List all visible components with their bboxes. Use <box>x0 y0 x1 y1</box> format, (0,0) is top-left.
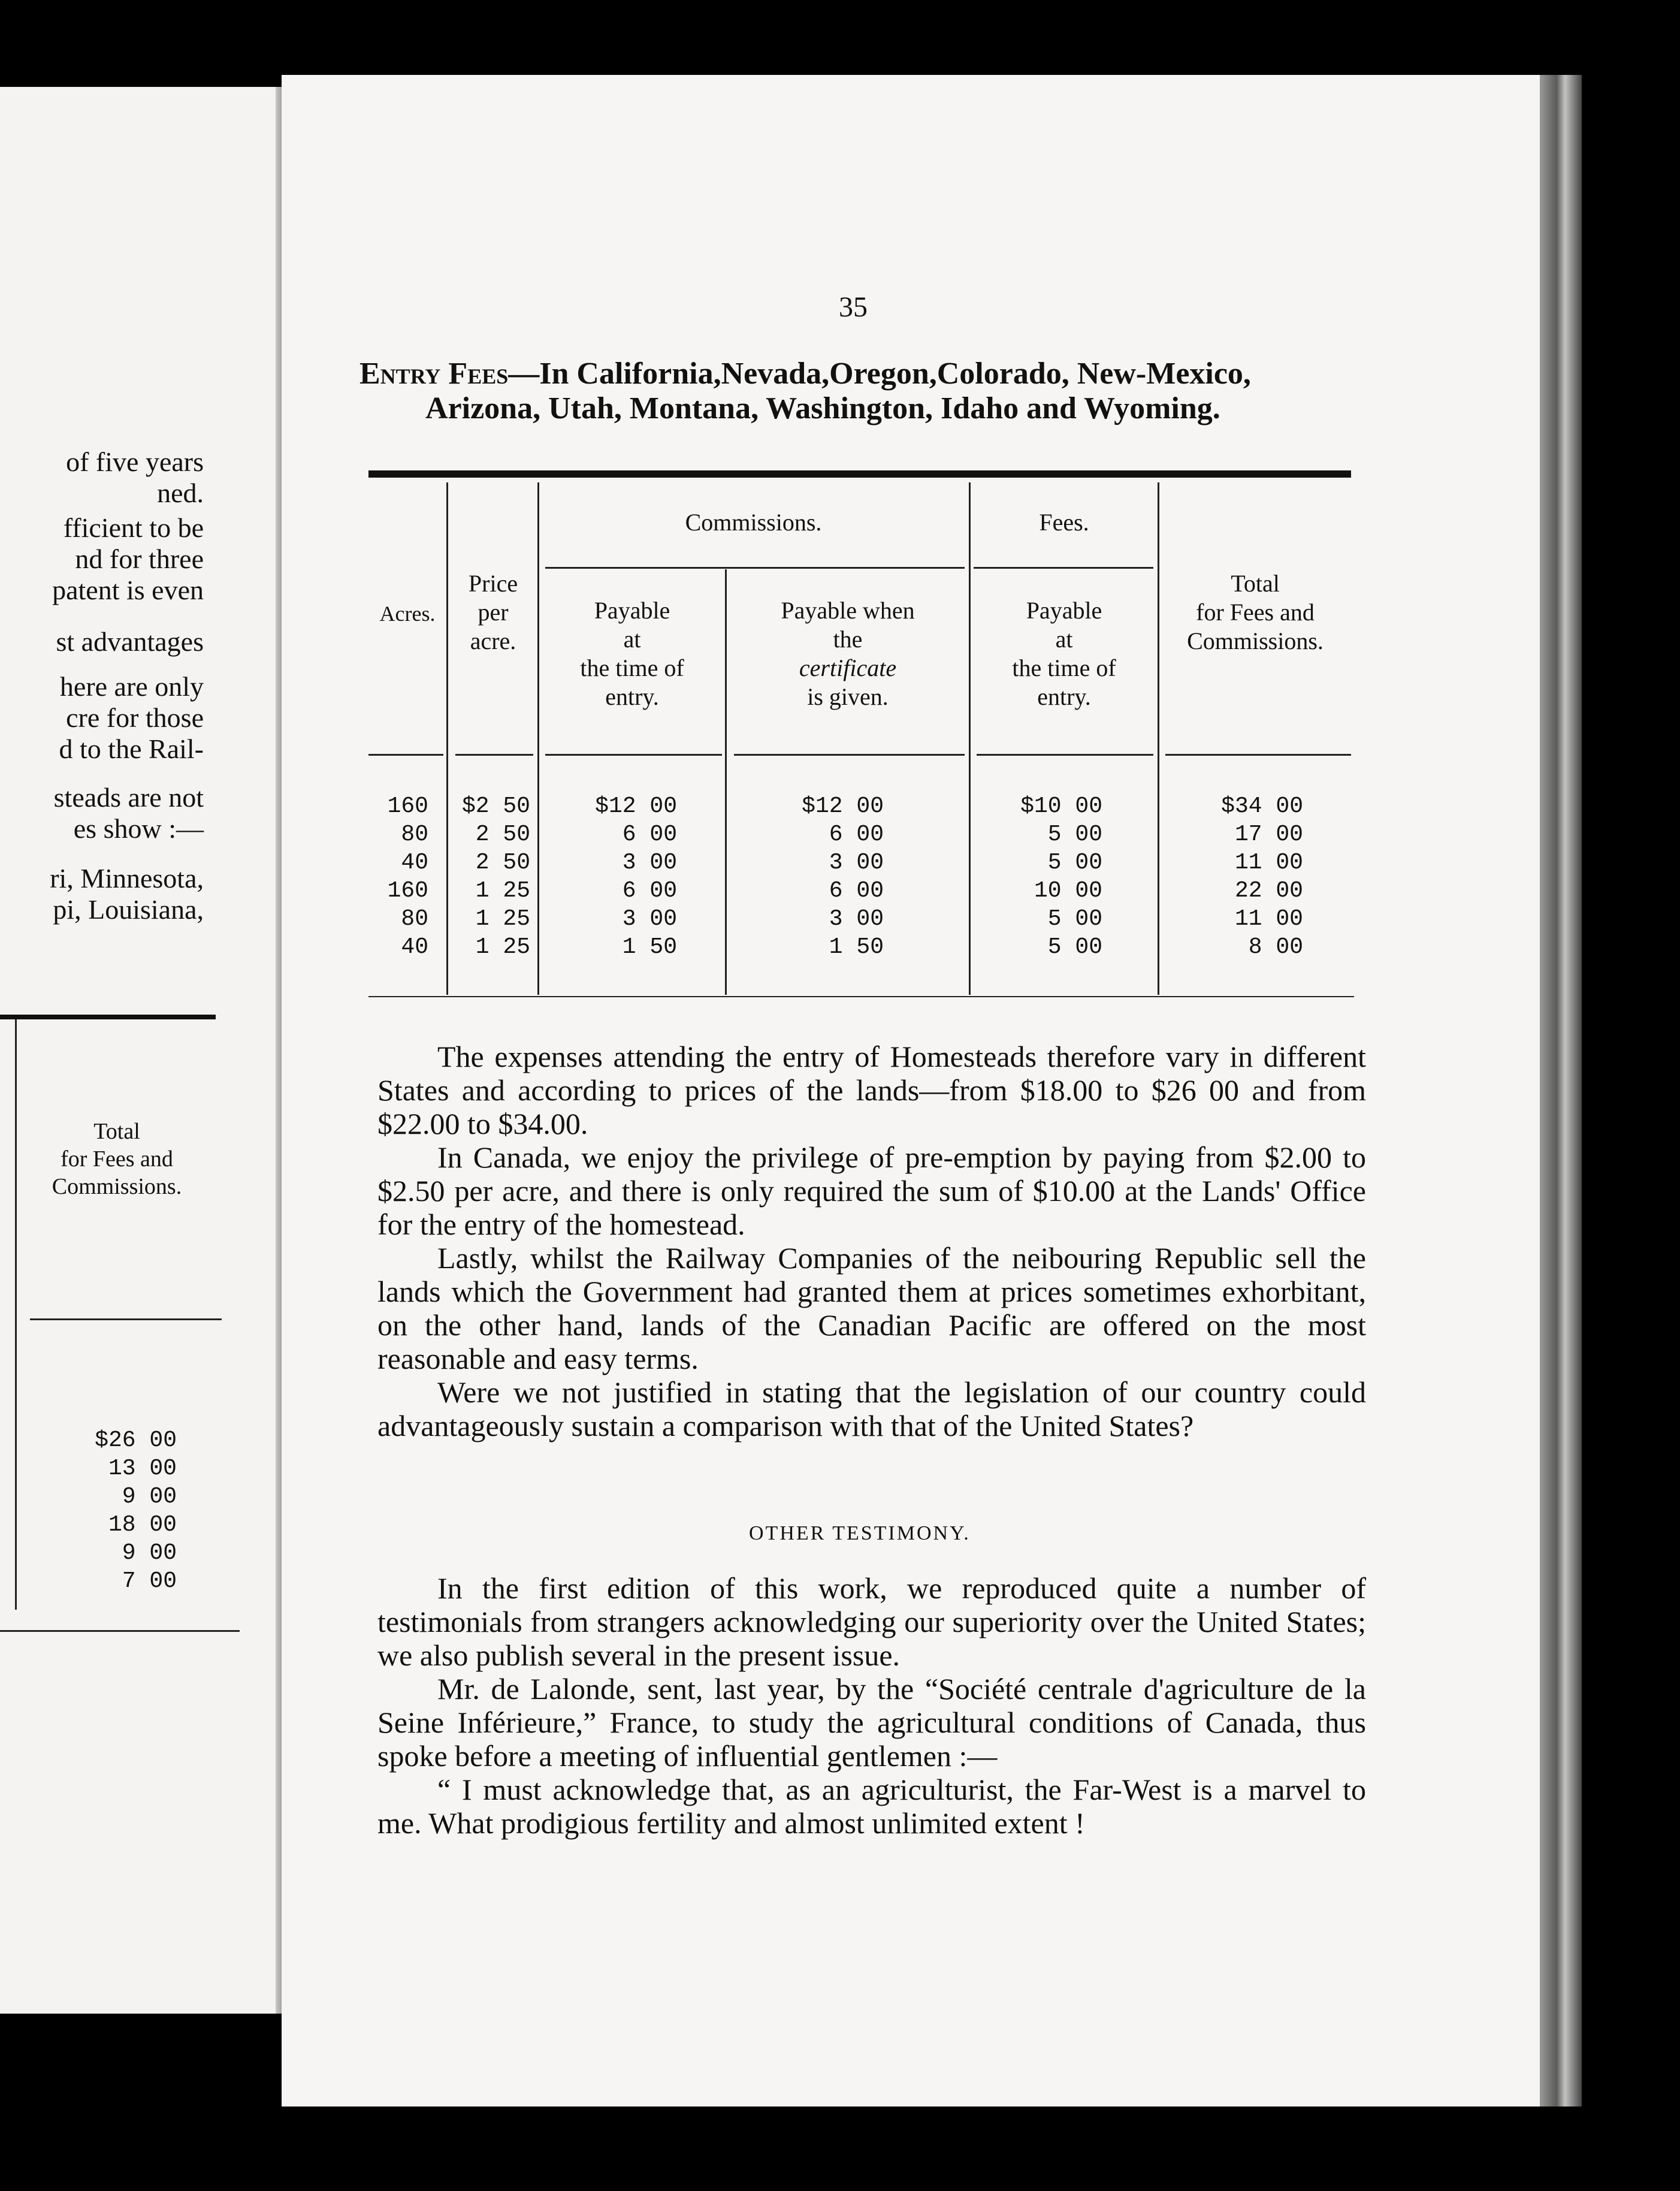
table-cell-comm-entry: 3 00 <box>622 906 677 932</box>
left-page-line: d to the Rail- <box>59 734 204 764</box>
table-cell-acres: 40 <box>401 850 428 876</box>
table-col-rule <box>537 482 539 995</box>
left-total-header: Total for Fees and Commissions. <box>52 1119 182 1199</box>
table-bottom-rule <box>368 996 1354 997</box>
fees-group-rule <box>974 567 1153 569</box>
left-total-cell: 18 00 <box>108 1512 177 1538</box>
table-col-rule <box>1158 482 1159 995</box>
header-bottom-rule <box>734 754 965 756</box>
table-cell-total: 11 00 <box>1234 850 1303 876</box>
table-cell-comm-cert: 6 00 <box>829 822 884 847</box>
table-cell-acres: 80 <box>401 822 428 847</box>
commissions-group-rule <box>545 567 965 569</box>
table-cell-comm-cert: 1 50 <box>829 934 884 960</box>
left-total-cell: $26 00 <box>95 1428 177 1453</box>
paragraph: Mr. de Lalonde, sent, last year, by the “Société centrale d'agriculture de la Seine Inférieure,” France, to study the agricultural conditions of Canada, thus spoke before a meeting of influential gentlemen :— <box>377 1672 1366 1773</box>
paragraph: “ I must acknowledge that, as an agriculturist, the Far-West is a marvel to me. What prodigious fertility and almost unlimited extent ! <box>377 1773 1366 1840</box>
table-cell-comm-entry: 6 00 <box>622 878 677 904</box>
table-cell-comm-entry: 6 00 <box>622 822 677 847</box>
table-cell-acres: 40 <box>401 934 428 960</box>
left-page-line: st advantages <box>56 626 204 657</box>
header-bottom-rule <box>1165 754 1351 756</box>
header-bottom-rule <box>977 754 1153 756</box>
table-cell-fees: 5 00 <box>1047 934 1102 960</box>
table-cell-total: 11 00 <box>1234 906 1303 932</box>
table-cell-total: 8 00 <box>1248 934 1303 960</box>
left-page-line: here are only <box>59 671 204 702</box>
left-table-mid-rule <box>30 1318 222 1320</box>
page-heading <box>359 357 1354 426</box>
left-page-line: fficient to be <box>63 512 204 543</box>
header-total: Total for Fees and Commissions. <box>1187 570 1324 654</box>
page-number: 35 <box>839 291 868 323</box>
left-total-cell: 13 00 <box>108 1456 177 1481</box>
table-cell-comm-cert: 6 00 <box>829 878 884 904</box>
page-edge <box>1540 75 1582 2107</box>
table-cell-comm-cert: 3 00 <box>829 906 884 932</box>
left-page-line: es show :— <box>73 813 204 844</box>
table-cell-price: 1 25 <box>475 906 530 932</box>
table-cell-comm-entry: 1 50 <box>622 934 677 960</box>
left-table-column-rule <box>15 1019 17 1610</box>
table-cell-acres: 160 <box>387 878 428 904</box>
left-totals-column <box>60 1426 177 1595</box>
table-cell-total: 22 00 <box>1234 878 1303 904</box>
left-total-cell: 9 00 <box>122 1484 177 1510</box>
header-commissions: Commissions. <box>685 509 822 536</box>
section-heading: OTHER TESTIMONY. <box>749 1522 971 1544</box>
paragraph: Lastly, whilst the Railway Companies of the neibouring Republic sell the lands which the Government had granted them at prices sometimes exhorbitant, on the other hand, lands of the Canadian Pacific are offered on the most reasonable and easy terms. <box>377 1241 1366 1375</box>
header-commission-certificate: Payable when the certificate is given. <box>781 597 915 710</box>
table-cell-comm-cert: 3 00 <box>829 850 884 876</box>
table-cell-acres: 80 <box>401 906 428 932</box>
table-cell-fees: 5 00 <box>1047 906 1102 932</box>
paragraph: In Canada, we enjoy the privilege of pre-emption by paying from $2.00 to $2.50 per acre, and there is only required the sum of $10.00 at the Lands' Office for the entry of the homestead. <box>377 1140 1366 1241</box>
left-page-line: pi, Louisiana, <box>53 894 204 925</box>
table-cell-price: 2 50 <box>475 850 530 876</box>
table-cell-acres: 160 <box>387 793 428 819</box>
heading-line-2: Arizona, Utah, Montana, Washington, Idaho and Wyoming. <box>425 391 1220 425</box>
left-page-line: cre for those <box>66 702 204 733</box>
left-page-line: patent is even <box>52 575 204 605</box>
header-bottom-rule <box>545 754 722 756</box>
header-acres: Acres. <box>379 602 436 626</box>
paragraph: In the first edition of this work, we reproduced quite a number of testimonials from strangers acknowledging our superiority over the United States; we also publish several in the present issue. <box>377 1571 1366 1672</box>
header-commission-entry: Payable at the time of entry. <box>580 597 684 710</box>
left-table-bottom-rule <box>0 1630 240 1632</box>
header-price: Price per acre. <box>468 570 518 654</box>
body-paragraphs <box>377 1040 1366 1442</box>
heading-lead: Entry Fees <box>359 357 509 391</box>
table-cell-fees: $10 00 <box>1020 793 1102 819</box>
header-fees: Fees. <box>1039 509 1089 536</box>
table-top-rule <box>368 470 1351 478</box>
left-page-line: of five years <box>66 446 204 477</box>
left-table-top-rule <box>0 1015 216 1019</box>
table-cell-comm-entry: $12 00 <box>595 793 677 819</box>
paragraph: The expenses attending the entry of Homesteads therefore vary in different States and according to prices of the lands—from $18.00 to $26 00 and from $22.00 to $34.00. <box>377 1040 1366 1140</box>
left-page-line: ned. <box>157 478 204 508</box>
table-cell-price: $2 50 <box>461 793 530 819</box>
table-cell-fees: 5 00 <box>1047 822 1102 847</box>
heading-line-1: —In California,Nevada,Oregon,Colorado, New-Mexico, <box>508 357 1251 391</box>
header-bottom-rule <box>455 754 533 756</box>
table-cell-price: 1 25 <box>475 934 530 960</box>
table-col-rule <box>969 482 971 995</box>
left-page-line: steads are not <box>53 782 204 813</box>
table-col-rule <box>446 482 448 995</box>
table-cell-price: 1 25 <box>475 878 530 904</box>
table-cell-comm-entry: 3 00 <box>622 850 677 876</box>
left-page-line: ri, Minnesota, <box>50 863 204 894</box>
table-cell-price: 2 50 <box>475 822 530 847</box>
paragraph: Were we not justified in stating that the legislation of our country could advantageously sustain a comparison with that of the United States? <box>377 1375 1366 1442</box>
table-cell-total: 17 00 <box>1234 822 1303 847</box>
left-page-line: nd for three <box>75 544 204 574</box>
header-fees-entry: Payable at the time of entry. <box>1012 597 1116 710</box>
left-facing-page <box>0 87 276 2014</box>
body-paragraphs-2 <box>377 1571 1366 1840</box>
table-cell-total: $34 00 <box>1221 793 1303 819</box>
table-cell-fees: 5 00 <box>1047 850 1102 876</box>
header-bottom-rule <box>368 754 443 756</box>
left-total-cell: 7 00 <box>122 1568 177 1594</box>
table-cell-fees: 10 00 <box>1034 878 1102 904</box>
table-cell-comm-cert: $12 00 <box>802 793 884 819</box>
left-total-cell: 9 00 <box>122 1540 177 1566</box>
